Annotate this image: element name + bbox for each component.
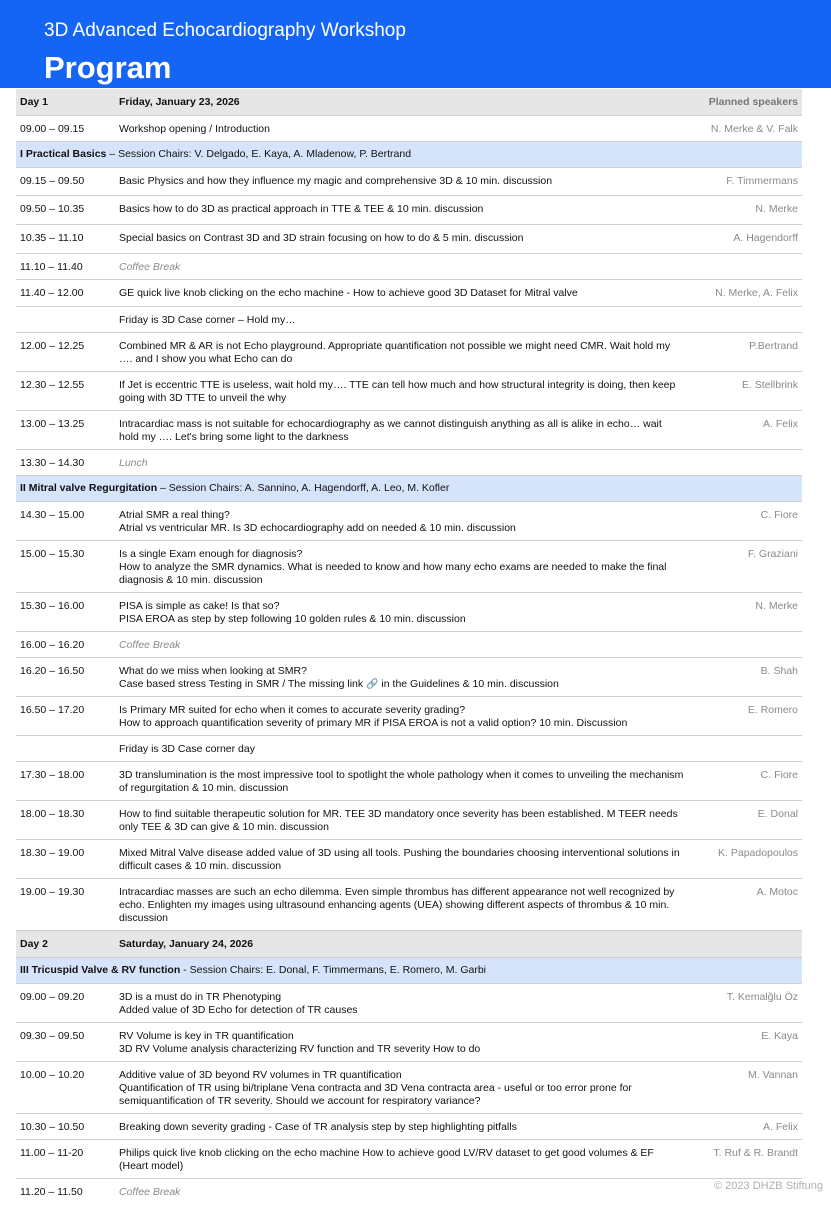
row-time: 10.30 – 10.50 [20, 1121, 85, 1133]
row-topic: Coffee Break [119, 1186, 181, 1198]
program-row [16, 840, 802, 879]
day-date: Saturday, January 24, 2026 [119, 937, 254, 950]
session-name: I Practical Basics [20, 148, 107, 160]
row-time [16, 736, 119, 743]
row-speaker: N. Merke, A. Felix [715, 287, 798, 299]
program-row [16, 411, 802, 450]
row-speaker: B. Shah [760, 665, 798, 677]
link-icon: 🔗 [366, 679, 379, 690]
program-row [16, 1114, 802, 1140]
row-time: 16.00 – 16.20 [20, 639, 85, 651]
row-topic-text: in the Guidelines & 10 min. discussion [378, 678, 559, 690]
row-speaker: T. Kemalğlu Öz [726, 991, 798, 1003]
row-speaker: N. Merke [755, 600, 798, 612]
session-name: III Tricuspid Valve & RV function [20, 964, 181, 976]
row-topic: Atrial SMR a real thing? Atrial vs ventricular MR. Is 3D echocardiography add on needed & 10 min. discussion [119, 509, 516, 534]
row-time: 09.00 – 09.20 [20, 991, 85, 1003]
row-time: 09.30 – 09.50 [20, 1030, 85, 1042]
program-row [16, 541, 802, 593]
program-row [16, 168, 802, 196]
row-speaker: E. Donal [757, 808, 798, 820]
session-title [20, 148, 802, 161]
row-speaker: A. Motoc [756, 886, 798, 898]
row-topic: RV Volume is key in TR quantification 3D RV Volume analysis characterizing RV function and TR severity How to do [119, 1030, 481, 1055]
program-row [16, 697, 802, 736]
row-time: 11.10 – 11.40 [20, 261, 83, 273]
day-label: Day 1 [20, 95, 49, 108]
day-header-row [16, 89, 802, 116]
row-topic: Special basics on Contrast 3D and 3D strain focusing on how to do & 5 min. discussion [119, 232, 524, 244]
row-speaker [684, 736, 802, 743]
row-time: 09.00 – 09.15 [20, 123, 85, 135]
program-row [16, 762, 802, 801]
row-topic: Breaking down severity grading - Case of TR analysis step by step highlighting pitfalls [119, 1121, 517, 1133]
session-chairs: – Session Chairs: A. Sannino, A. Hagendorff, A. Leo, M. Kofler [157, 482, 450, 494]
program-row [16, 658, 802, 697]
row-time: 11.40 – 12.00 [20, 287, 84, 299]
row-time: 13.00 – 13.25 [20, 418, 85, 430]
row-speaker: E. Stellbrink [741, 379, 798, 391]
program-row [16, 196, 802, 225]
program-row [16, 593, 802, 632]
row-speaker: A. Felix [762, 418, 798, 430]
row-time: 18.00 – 18.30 [20, 808, 85, 820]
session-header-row [16, 142, 802, 168]
speakers-column-header: Planned speakers [708, 95, 798, 108]
row-time: 11.00 – 11-20 [20, 1147, 84, 1159]
row-speaker: M. Vannan [747, 1069, 798, 1081]
row-speaker: T. Ruf & R. Brandt [713, 1147, 798, 1159]
row-topic: How to find suitable therapeutic solution for MR. TEE 3D mandatory once severity has been established. M TEER needs only TEE & 3D can give & 10 min. discussion [119, 808, 678, 833]
program-table [16, 89, 802, 1205]
row-topic: 3D translumination is the most impressive tool to spotlight the whole pathology when it comes to unveiling the mechanism of regurgitation & 10 min. discussion [119, 769, 684, 794]
row-speaker: K. Papadopoulos [718, 847, 798, 859]
row-time: 17.30 – 18.00 [20, 769, 85, 781]
session-chairs: - Session Chairs: E. Donal, F. Timmermans, E. Romero, M. Garbi [180, 964, 487, 976]
row-topic: 3D is a must do in TR Phenotyping Added value of 3D Echo for detection of TR causes [119, 991, 358, 1016]
row-topic: Basic Physics and how they influence my magic and comprehensive 3D & 10 min. discussion [119, 175, 553, 187]
row-topic [119, 658, 684, 691]
row-topic: Additive value of 3D beyond RV volumes in TR quantification Quantification of TR using bi/triplane Vena contracta and 3D Vena contracta area - useful or too error prone for semiquantification of TR severity. Should we account for respiratory variance? [119, 1069, 632, 1107]
row-topic: Combined MR & AR is not Echo playground. Appropriate quantification not possible we might need CMR. Wait hold my …. and I show you what Echo can do [119, 340, 671, 365]
row-topic: Workshop opening / Introduction [119, 123, 270, 135]
day-date: Friday, January 23, 2026 [119, 95, 240, 108]
row-time: 19.00 – 19.30 [20, 886, 85, 898]
row-time [16, 307, 119, 314]
row-time: 18.30 – 19.00 [20, 847, 85, 859]
program-row [16, 984, 802, 1023]
row-time: 09.50 – 10.35 [20, 203, 85, 215]
row-topic: Is a single Exam enough for diagnosis? How to analyze the SMR dynamics. What is needed to know and how many echo exams are needed to make the final diagnosis & 10 min. discussion [119, 548, 667, 586]
row-topic: Is Primary MR suited for echo when it comes to accurate severity grading? How to approach quantification severity of primary MR if PISA EROA is not a valid option? 10 min. Discussion [119, 704, 628, 729]
row-topic: Coffee Break [119, 639, 181, 651]
row-speaker: A. Hagendorff [733, 232, 798, 244]
break-row [16, 632, 802, 658]
row-topic: Coffee Break [119, 261, 181, 273]
session-chairs: – Session Chairs: V. Delgado, E. Kaya, A. Mladenow, P. Bertrand [106, 148, 412, 160]
row-speaker: C. Fiore [760, 509, 798, 521]
row-time: 16.20 – 16.50 [20, 665, 85, 677]
row-time: 09.15 – 09.50 [20, 175, 85, 187]
program-row [16, 1062, 802, 1114]
program-row [16, 333, 802, 372]
row-time: 14.30 – 15.00 [20, 509, 85, 521]
row-topic-text: Case based stress Testing in SMR / The missing link [119, 678, 367, 690]
row-topic: If Jet is eccentric TTE is useless, wait hold my…. TTE can tell how much and how structural integrity is doing, then keep going with 3D TTE to unveil the why [119, 379, 676, 404]
row-speaker: P.Bertrand [749, 340, 798, 352]
program-row [16, 225, 802, 254]
row-time: 12.00 – 12.25 [20, 340, 85, 352]
page-header [0, 0, 831, 88]
row-time: 12.30 – 12.55 [20, 379, 85, 391]
program-row [16, 1023, 802, 1062]
row-speaker: E. Kaya [761, 1030, 798, 1042]
row-speaker: F. Graziani [747, 548, 798, 560]
row-time: 13.30 – 14.30 [20, 457, 85, 469]
session-title [20, 964, 802, 977]
program-row [16, 879, 802, 931]
row-topic: Mixed Mitral Valve disease added value of 3D using all tools. Pushing the boundaries choosing interventional solutions in difficult cases & 10 min. discussion [119, 847, 680, 872]
row-topic: Philips quick live knob clicking on the echo machine How to achieve good LV/RV dataset to get good volumes & EF (Heart model) [119, 1147, 654, 1172]
break-row [16, 254, 802, 280]
row-topic: Friday is 3D Case corner day [119, 743, 255, 755]
program-row [16, 502, 802, 541]
row-time: 15.00 – 15.30 [20, 548, 85, 560]
day-header-row [16, 931, 802, 958]
row-topic-line [119, 678, 684, 691]
program-row [16, 372, 802, 411]
row-speaker: N. Merke [755, 203, 798, 215]
break-row [16, 1179, 802, 1205]
row-speaker: C. Fiore [760, 769, 798, 781]
program-row [16, 801, 802, 840]
row-speaker: N. Merke & V. Falk [710, 123, 798, 135]
session-header-row [16, 958, 802, 984]
workshop-title: 3D Advanced Echocardiography Workshop [44, 20, 406, 41]
program-row [16, 116, 802, 142]
row-speaker [684, 254, 802, 261]
row-speaker: E. Romero [747, 704, 798, 716]
case-corner-row [16, 307, 802, 333]
break-row [16, 450, 802, 476]
row-time: 10.35 – 11.10 [20, 232, 84, 244]
copyright-footer: © 2023 DHZB Stiftung [714, 1180, 823, 1192]
row-speaker [684, 450, 802, 457]
row-speaker: A. Felix [762, 1121, 798, 1133]
session-header-row [16, 476, 802, 502]
row-topic: PISA is simple as cake! Is that so? PISA EROA as step by step following 10 golden rules & 10 min. discussion [119, 600, 466, 625]
row-topic-line: What do we miss when looking at SMR? [119, 665, 307, 677]
day-label: Day 2 [20, 937, 49, 950]
program-row [16, 280, 802, 307]
row-time: 15.30 – 16.00 [20, 600, 85, 612]
row-topic: Intracardiac mass is not suitable for echocardiography as we cannot distinguish anything as all is alike in echo… wait hold my …. Let's bring some light to the darkness [119, 418, 662, 443]
row-topic: Intracardiac masses are such an echo dilemma. Even simple thrombus has different appearance not well recognized by echo. Enlighten my images using ultrasound enhancing agents (UEA) showing different aspects of thrombus & 10 min. discussion [119, 886, 675, 924]
row-speaker: F. Timmermans [726, 175, 798, 187]
row-time: 16.50 – 17.20 [20, 704, 85, 716]
row-time: 10.00 – 10.20 [20, 1069, 85, 1081]
session-name: II Mitral valve Regurgitation [20, 482, 158, 494]
case-corner-row [16, 736, 802, 762]
row-time: 11.20 – 11.50 [20, 1186, 83, 1198]
row-speaker [684, 307, 802, 314]
session-title [20, 482, 802, 495]
row-speaker [684, 632, 802, 639]
row-topic: Friday is 3D Case corner – Hold my… [119, 314, 296, 326]
row-topic: Basics how to do 3D as practical approach in TTE & TEE & 10 min. discussion [119, 203, 484, 215]
row-topic: GE quick live knob clicking on the echo machine - How to achieve good 3D Dataset for Mitral valve [119, 287, 578, 299]
program-row [16, 1140, 802, 1179]
row-topic: Lunch [119, 457, 148, 469]
page-title: Program [44, 50, 172, 85]
